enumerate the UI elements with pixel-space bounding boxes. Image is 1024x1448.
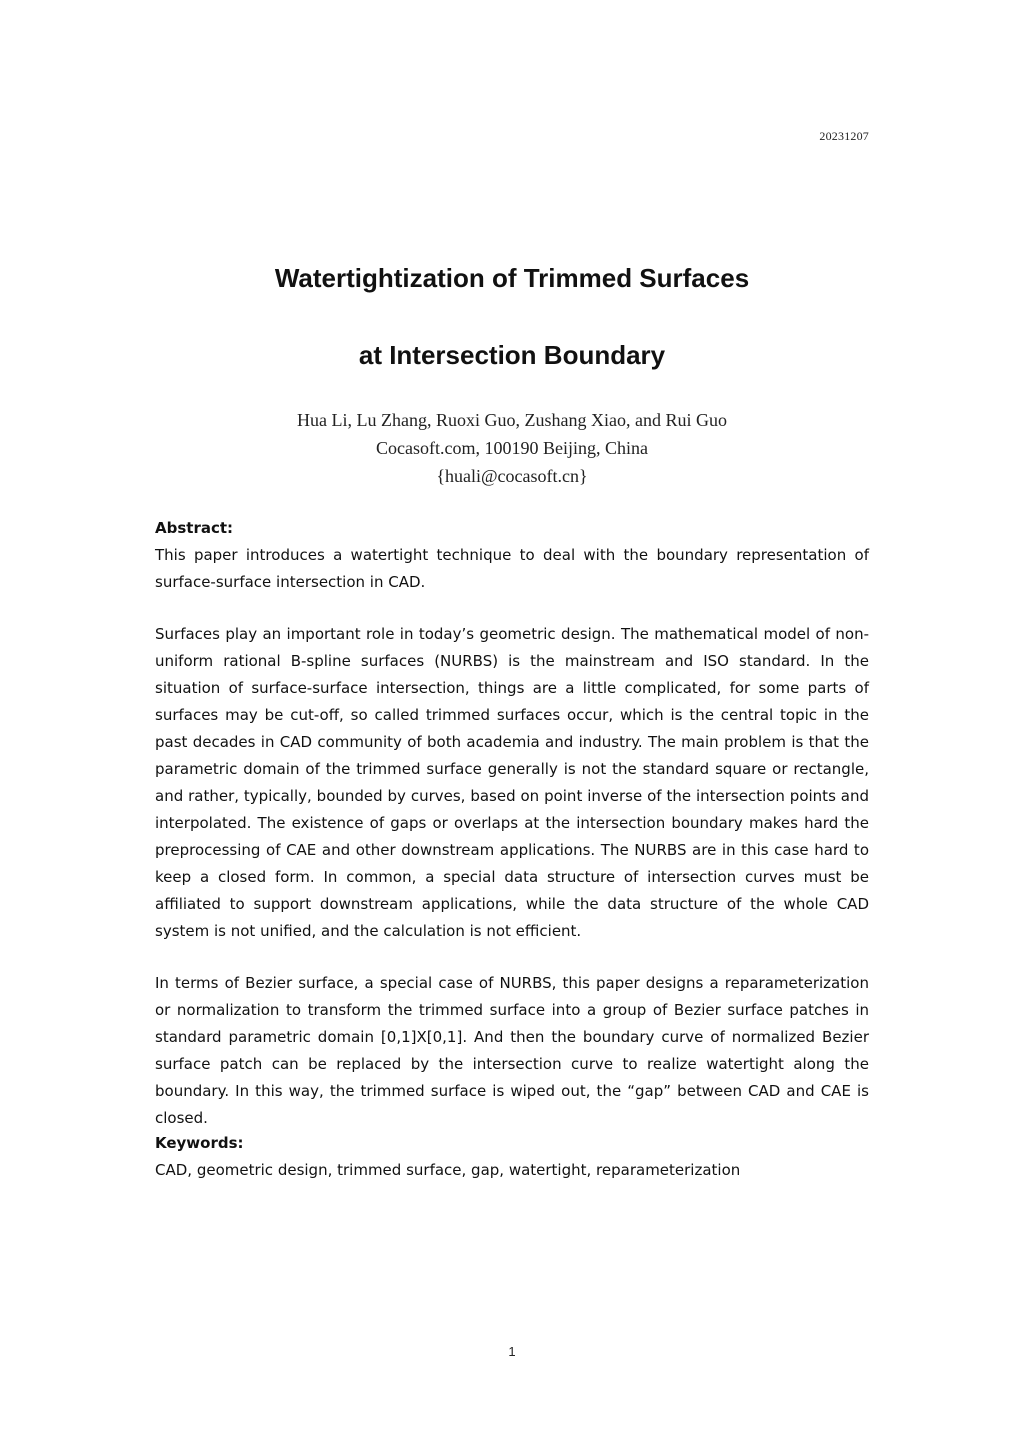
- author-block: [0, 406, 1024, 490]
- author-affiliation: Cocasoft.com, 100190 Beijing, China: [376, 438, 648, 458]
- page-number: 1: [508, 1344, 516, 1359]
- abstract-paragraph-3: In terms of Bezier surface, a special case of NURBS, this paper designs a reparameterization or normalization to transform the trimmed surface into a group of Bezier surface patches in standard parametric domain [0,1]X[0,1]. And then the boundary curve of normalized Bezier surface patch can be replaced by the intersection curve to realize watertight along the boundary. In this way, the trimmed surface is wiped out, the “gap” between CAD and CAE is closed.: [155, 974, 869, 1127]
- keywords-section: [155, 1130, 869, 1184]
- keywords-heading: Keywords:: [155, 1134, 244, 1152]
- abstract-paragraph-3-block: [155, 970, 869, 1132]
- author-email: {huali@cocasoft.cn}: [436, 466, 588, 486]
- abstract-section: [155, 515, 869, 596]
- paper-title-line-1: Watertightization of Trimmed Surfaces: [274, 263, 750, 293]
- keywords-text: CAD, geometric design, trimmed surface, gap, watertight, reparameterization: [155, 1161, 741, 1179]
- abstract-paragraph-2-block: [155, 621, 869, 945]
- document-id: 20231207: [819, 129, 869, 143]
- paper-title-line-2: at Intersection Boundary: [358, 340, 666, 370]
- abstract-heading: Abstract:: [155, 519, 234, 537]
- abstract-paragraph-2: Surfaces play an important role in today’s geometric design. The mathematical model of non-uniform rational B-spline surfaces (NURBS) is the mainstream and ISO standard. In the situation of surface-surface intersection, things are a little complicated, for some parts of surfaces may be cut-off, so called trimmed surfaces occur, which is the central topic in the past decades in CAD community of both academia and industry. The main problem is that the parametric domain of the trimmed surface generally is not the standard square or rectangle, and rather, typically, bounded by curves, based on point inverse of the intersection points and interpolated. The existence of gaps or overlaps at the intersection boundary makes hard the preprocessing of CAE and other downstream applications. The NURBS are in this case hard to keep a closed form. In common, a special data structure of intersection curves must be affiliated to support downstream applications, while the data structure of the whole CAD system is not unified, and the calculation is not efficient.: [155, 625, 869, 940]
- abstract-paragraph-1: This paper introduces a watertight technique to deal with the boundary representation of surface-surface intersection in CAD.: [155, 546, 869, 591]
- author-names: Hua Li, Lu Zhang, Ruoxi Guo, Zushang Xiao, and Rui Guo: [297, 410, 727, 430]
